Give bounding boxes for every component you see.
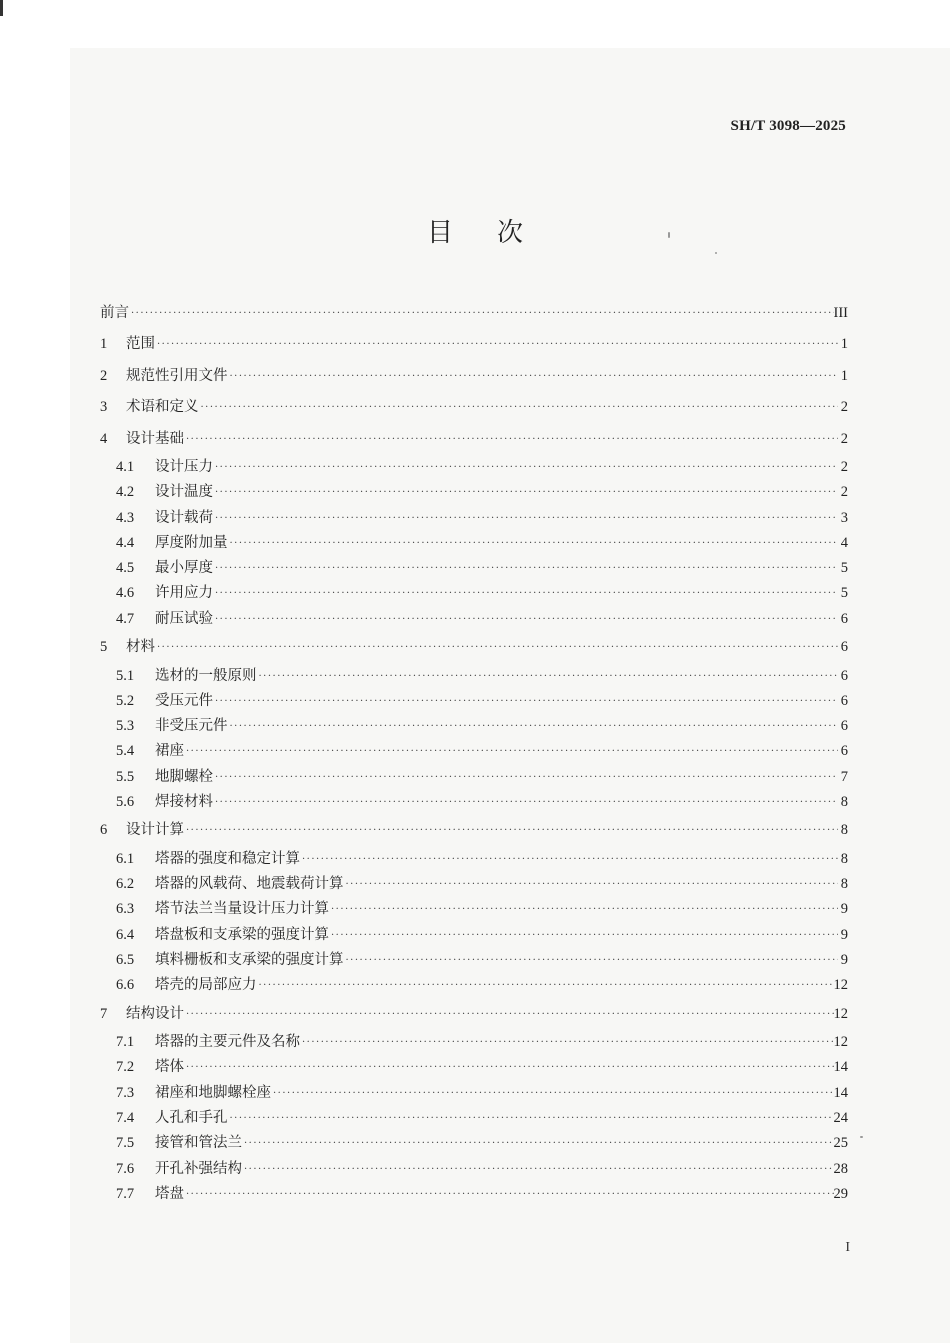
toc-entry-page: 8 xyxy=(840,794,848,811)
toc-entry-title: 裙座 xyxy=(155,743,184,760)
toc-entry-title: 设计压力 xyxy=(155,459,213,475)
toc-entry-page: 8 xyxy=(840,850,848,867)
toc-entry-number: 6.1 xyxy=(116,850,135,867)
toc-entry[interactable] xyxy=(100,480,848,505)
toc-dot-leader xyxy=(157,632,838,664)
toc-dot-leader xyxy=(215,607,838,632)
toc-entry[interactable] xyxy=(100,361,848,393)
toc-entry-title: 结构设计 xyxy=(126,1005,184,1022)
toc-entry-page: 6 xyxy=(840,610,848,627)
toc-entry-title: 前言 xyxy=(100,305,129,321)
toc-dot-leader xyxy=(331,897,838,922)
toc-entry-number: 6.2 xyxy=(116,876,135,893)
toc-entry-title: 设计温度 xyxy=(155,484,213,501)
toc-entry-number: 7.1 xyxy=(116,1034,135,1051)
toc-entry[interactable] xyxy=(100,506,848,531)
toc-entry-title: 塔壳的局部应力 xyxy=(155,977,257,994)
toc-dot-leader xyxy=(186,999,834,1031)
toc-dot-leader xyxy=(230,361,839,393)
toc-entry-title: 塔盘板和支承梁的强度计算 xyxy=(155,926,329,943)
toc-entry-page: 28 xyxy=(833,1160,848,1177)
toc-entry-number: 5.2 xyxy=(116,692,135,709)
toc-entry-page: 2 xyxy=(840,459,848,475)
toc-entry-title: 填料栅板和支承梁的强度计算 xyxy=(155,952,344,969)
toc-entry-title: 塔节法兰当量设计压力计算 xyxy=(155,901,329,918)
toc-entry-page: 14 xyxy=(833,1059,848,1076)
toc-entry-page: 2 xyxy=(840,484,848,501)
toc-entry[interactable] xyxy=(100,1081,848,1106)
toc-dot-leader xyxy=(230,714,839,739)
toc-entry-page: 9 xyxy=(840,901,848,918)
toc-entry[interactable] xyxy=(100,1157,848,1182)
toc-entry-number: 6.6 xyxy=(116,977,135,994)
toc-entry-page: 6 xyxy=(840,692,848,709)
toc-entry-number: 7.5 xyxy=(116,1135,135,1152)
scan-speck xyxy=(715,252,717,254)
toc-entry-page: 4 xyxy=(840,534,848,551)
toc-entry-title: 设计基础 xyxy=(126,430,184,447)
toc-entry-page: III xyxy=(833,305,848,321)
toc-dot-leader xyxy=(273,1081,834,1106)
toc-entry-number: 7.7 xyxy=(116,1185,135,1202)
toc-entry-title: 范围 xyxy=(126,336,155,352)
toc-dot-leader xyxy=(215,480,838,505)
toc-entry[interactable] xyxy=(100,329,848,361)
toc-entry[interactable] xyxy=(100,815,848,847)
toc-entry-page: 12 xyxy=(833,1034,848,1051)
toc-entry[interactable] xyxy=(100,847,848,872)
toc-entry-page: 7 xyxy=(840,768,848,785)
toc-dot-leader xyxy=(215,581,838,606)
toc-entry[interactable] xyxy=(100,581,848,606)
toc-dot-leader xyxy=(215,790,838,815)
toc-entry-title: 材料 xyxy=(126,639,155,656)
toc-dot-leader xyxy=(346,872,839,897)
toc-entry-number: 4 xyxy=(100,430,108,447)
toc-entry-title: 地脚螺栓 xyxy=(155,768,213,785)
toc-entry-number: 4.6 xyxy=(116,585,135,602)
toc-entry-number: 4.1 xyxy=(116,459,135,475)
toc-entry-number: 7 xyxy=(100,1005,108,1022)
toc-entry-page: 2 xyxy=(840,399,848,415)
toc-entry-page: 6 xyxy=(840,718,848,735)
toc-entry-page: 6 xyxy=(840,743,848,760)
toc-entry-title: 裙座和地脚螺栓座 xyxy=(155,1084,271,1101)
toc-dot-leader xyxy=(244,1157,834,1182)
toc-dot-leader xyxy=(331,923,838,948)
toc-entry-number: 5 xyxy=(100,639,108,656)
toc-entry-number: 5.6 xyxy=(116,794,135,811)
standard-code: SH/T 3098—2025 xyxy=(730,118,846,134)
toc-entry-number: 6.4 xyxy=(116,926,135,943)
toc-entry-page: 8 xyxy=(840,876,848,893)
toc-entry-title: 设计计算 xyxy=(126,822,184,839)
toc-dot-leader xyxy=(186,1182,834,1207)
toc-entry-title: 接管和管法兰 xyxy=(155,1135,242,1152)
toc-entry-page: 5 xyxy=(840,560,848,577)
toc-entry-page: 12 xyxy=(833,977,848,994)
toc-entry-page: 3 xyxy=(840,509,848,526)
toc-entry[interactable] xyxy=(100,632,848,664)
toc-entry-number: 4.4 xyxy=(116,534,135,551)
toc-dot-leader xyxy=(186,424,838,456)
toc-entry[interactable] xyxy=(100,973,848,998)
toc-entry-title: 受压元件 xyxy=(155,692,213,709)
toc-dot-leader xyxy=(215,506,838,531)
toc-entry[interactable] xyxy=(100,765,848,790)
toc-entry-page: 14 xyxy=(833,1084,848,1101)
toc-entry-page: 5 xyxy=(840,585,848,602)
toc-entry-number: 4.7 xyxy=(116,610,135,627)
toc-entry[interactable] xyxy=(100,1182,848,1207)
toc-entry-title: 塔器的风载荷、地震载荷计算 xyxy=(155,876,344,893)
toc-entry[interactable] xyxy=(100,948,848,973)
toc-dot-leader xyxy=(259,973,834,998)
toc-entry-title: 规范性引用文件 xyxy=(126,367,228,384)
toc-entry-number: 7.4 xyxy=(116,1110,135,1127)
toc-entry-title: 塔器的强度和稳定计算 xyxy=(155,850,300,867)
toc-dot-leader xyxy=(230,531,839,556)
toc-entry-title: 厚度附加量 xyxy=(155,534,228,551)
scan-speck xyxy=(668,232,670,238)
toc-dot-leader xyxy=(186,739,838,764)
toc-dot-leader xyxy=(201,392,839,424)
toc-dot-leader xyxy=(215,455,838,480)
toc-entry-number: 6.3 xyxy=(116,901,135,918)
toc-entry[interactable] xyxy=(100,455,848,480)
toc-dot-leader xyxy=(186,815,838,847)
toc-entry-number: 6 xyxy=(100,822,108,839)
toc-entry[interactable] xyxy=(100,1106,848,1131)
toc-entry-title: 塔盘 xyxy=(155,1185,184,1202)
toc-entry[interactable] xyxy=(100,739,848,764)
toc-dot-leader xyxy=(230,1106,834,1131)
toc-entry-number: 5.1 xyxy=(116,667,135,684)
toc-entry-page: 1 xyxy=(840,336,848,352)
toc-entry[interactable] xyxy=(100,1131,848,1156)
toc-entry[interactable] xyxy=(100,999,848,1031)
toc-dot-leader xyxy=(244,1131,834,1156)
page-title-char-1: 目 xyxy=(426,218,453,248)
toc-entry-number: 7.3 xyxy=(116,1084,135,1101)
toc-entry-title: 术语和定义 xyxy=(126,399,199,415)
toc-dot-leader xyxy=(302,1030,834,1055)
toc-entry-page: 1 xyxy=(840,367,848,384)
toc-entry-number: 6.5 xyxy=(116,952,135,969)
toc-dot-leader xyxy=(259,664,839,689)
toc-entry-number: 1 xyxy=(100,336,108,352)
toc-entry-number: 4.5 xyxy=(116,560,135,577)
toc-entry-number: 7.2 xyxy=(116,1059,135,1076)
toc-entry[interactable] xyxy=(100,790,848,815)
toc-entry-number: 2 xyxy=(100,367,108,384)
toc-entry[interactable] xyxy=(100,1055,848,1080)
toc-entry-number: 7.6 xyxy=(116,1160,135,1177)
toc-entry-number: 5.3 xyxy=(116,718,135,735)
scan-edge-mark xyxy=(0,0,3,16)
toc-dot-leader xyxy=(215,765,838,790)
toc-entry-title: 非受压元件 xyxy=(155,718,228,735)
toc-entry-page: 6 xyxy=(840,639,848,656)
toc-entry-page: 25 xyxy=(833,1135,848,1152)
toc-dot-leader xyxy=(131,298,834,329)
toc-entry-page: 9 xyxy=(840,952,848,969)
toc-entry-page: 2 xyxy=(840,430,848,447)
page-title xyxy=(0,212,950,249)
toc-entry[interactable] xyxy=(100,689,848,714)
toc-entry-number: 5.4 xyxy=(116,743,135,760)
toc-entry-number: 5.5 xyxy=(116,768,135,785)
toc-entry-title: 设计载荷 xyxy=(155,509,213,526)
toc-entry[interactable] xyxy=(100,298,848,329)
toc-entry[interactable] xyxy=(100,1030,848,1055)
toc-dot-leader xyxy=(346,948,839,973)
toc-entry-title: 人孔和手孔 xyxy=(155,1110,228,1127)
toc-entry-title: 焊接材料 xyxy=(155,794,213,811)
toc-entry-page: 29 xyxy=(833,1185,848,1202)
toc-entry-page: 9 xyxy=(840,926,848,943)
toc-entry-title: 最小厚度 xyxy=(155,560,213,577)
toc-dot-leader xyxy=(215,556,838,581)
page-number: I xyxy=(845,1240,850,1255)
page-title-char-2: 次 xyxy=(497,218,524,248)
toc-entry-title: 许用应力 xyxy=(155,585,213,602)
toc-entry-title: 选材的一般原则 xyxy=(155,667,257,684)
toc-entry[interactable] xyxy=(100,923,848,948)
toc-entry[interactable] xyxy=(100,607,848,632)
toc-entry-number: 4.3 xyxy=(116,509,135,526)
toc-entry-title: 开孔补强结构 xyxy=(155,1160,242,1177)
table-of-contents xyxy=(100,298,848,1207)
toc-dot-leader xyxy=(186,1055,834,1080)
toc-entry[interactable] xyxy=(100,897,848,922)
toc-entry-title: 塔体 xyxy=(155,1059,184,1076)
toc-entry[interactable] xyxy=(100,424,848,456)
toc-entry-page: 6 xyxy=(840,667,848,684)
toc-dot-leader xyxy=(302,847,838,872)
toc-entry-page: 8 xyxy=(840,822,848,839)
toc-entry[interactable] xyxy=(100,556,848,581)
toc-dot-leader xyxy=(215,689,838,714)
toc-entry-number: 3 xyxy=(100,399,108,415)
toc-entry-page: 24 xyxy=(833,1110,848,1127)
toc-entry-page: 12 xyxy=(833,1005,848,1022)
toc-entry[interactable] xyxy=(100,714,848,739)
toc-entry-number: 4.2 xyxy=(116,484,135,501)
toc-entry[interactable] xyxy=(100,531,848,556)
toc-entry[interactable] xyxy=(100,664,848,689)
scan-speck xyxy=(860,1136,863,1138)
toc-entry[interactable] xyxy=(100,392,848,424)
toc-entry-title: 耐压试验 xyxy=(155,610,213,627)
toc-entry-title: 塔器的主要元件及名称 xyxy=(155,1034,300,1051)
toc-dot-leader xyxy=(157,329,838,361)
toc-entry[interactable] xyxy=(100,872,848,897)
